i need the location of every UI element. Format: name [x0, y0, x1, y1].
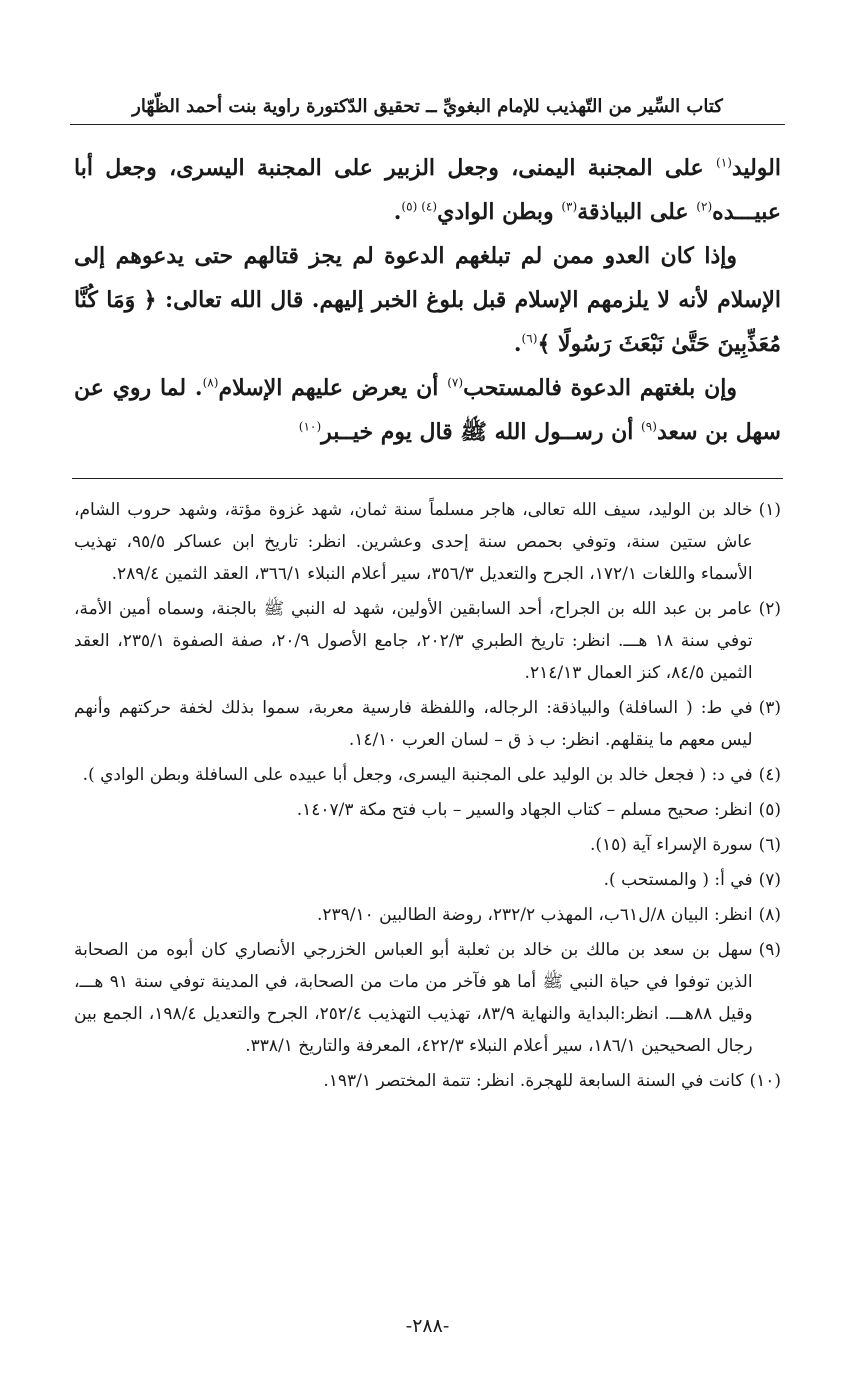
footnote-8 [74, 899, 781, 931]
quran-verse: ﴿ وَمَا كُنَّا مُعَذِّبِينَ حَتَّىٰ نَبْعَثَ رَسُولًا ﴾ [74, 287, 781, 357]
paragraph-1 [74, 146, 781, 234]
footnote-7 [74, 864, 781, 896]
main-text [74, 146, 781, 454]
text-run: على المجنبة اليمنى، وجعل الزبير على المجنبة اليسرى، وجعل أبا عبيـــده [74, 155, 781, 225]
paragraph-2 [74, 234, 781, 366]
footnote-4 [74, 759, 781, 791]
text-run: أن رســول الله ﷺ قال يوم خيــبر [321, 419, 642, 445]
text-run: . لما روي عن سهل بن سعد [74, 375, 781, 445]
text-run: . [513, 331, 522, 357]
footnote-number: (٣) [758, 698, 781, 718]
footnote-10 [74, 1065, 781, 1097]
footnote-number: (٢) [758, 599, 781, 619]
footnote-6 [74, 829, 781, 861]
footnote-ref-5[interactable]: (٥) [401, 199, 422, 214]
footnote-ref-1[interactable]: (١) [715, 155, 732, 170]
footnote-9 [74, 934, 781, 1062]
text-run: . [393, 199, 402, 225]
footnote-rule [72, 478, 783, 479]
footnote-ref-9[interactable]: (٩) [641, 419, 657, 434]
footnote-2 [74, 593, 781, 689]
footnote-ref-8[interactable]: (٨) [202, 375, 219, 390]
footnote-number: (٦) [758, 835, 781, 855]
footnote-ref-2[interactable]: (٢) [696, 199, 713, 214]
footnote-number: (٥) [758, 800, 781, 820]
footnote-number: (٨) [758, 905, 781, 925]
footnote-text: سهل بن سعد بن مالك بن خالد بن ثعلبة أبو العباس الخزرجي الأنصاري كان أبوه من الصحابة الذين توفوا في حياة النبي ﷺ أما هو فآخر من مات من الصحابة، في المدينة توفي سنة ٩١ هـــ، وقيل ٨٨هـــ. انظر:البداية والنهاية ٨٣/٩، تهذيب التهذيب ٢٥٢/٤، الجرح والتعديل ١٩٨/٤، الجمع بين رجال الصحيحين ١٨٦/١، سير أعلام النبلاء ٤٢٢/٣، المعرفة والتاريخ ٣٣٨/١. [74, 940, 753, 1056]
text-run: أن يعرض عليهم الإسلام [218, 375, 448, 401]
footnote-1 [74, 494, 781, 590]
footnote-text: في أ: ( والمستحب ). [603, 870, 753, 890]
footnote-number: (١) [758, 500, 781, 520]
footnote-ref-10[interactable]: (١٠) [298, 419, 322, 434]
footnote-ref-3[interactable]: (٣) [561, 199, 578, 214]
footnote-3 [74, 692, 781, 756]
text-run: وبطن الوادي [437, 199, 562, 225]
footnote-number: (٧) [758, 870, 781, 890]
footnote-text: عامر بن عبد الله بن الجراح، أحد السابقين الأولين، شهد له النبي ﷺ بالجنة، وسماه أمين الأمة، توفي سنة ١٨ هـــ. انظر: تاريخ الطبري ٢٠٢/٣، جامع الأصول ٢٠/٩، صفة الصفوة ٢٣٥/١، العقد الثمين ٨٤/٥، كنز العمال ٢١٤/١٣. [74, 599, 753, 683]
footnote-text: سورة الإسراء آية (١٥). [589, 835, 753, 855]
running-head: كتاب السِّير من التّهذيب للإمام البغويِّ ــ تحقيق الدّكتورة راوية بنت أحمد الظّهّار [132, 96, 723, 117]
text-run: وإن بلغتهم الدعوة فالمستحب [463, 375, 737, 401]
footnote-number: (٩) [758, 940, 781, 960]
footnote-number: (١٠) [749, 1071, 781, 1091]
text-run: الوليد [731, 155, 781, 181]
footnotes [74, 494, 781, 1100]
paragraph-3 [74, 366, 781, 454]
footnote-ref-6[interactable]: (٦) [521, 331, 538, 346]
text-run: على البياذقة [577, 199, 697, 225]
footnote-text: في ط: ( السافلة) والبياذقة: الرجاله، واللفظة فارسية معربة، سموا بذلك لخفة حركتهم وأنهم ليس معهم ما ينقلهم. انظر: ب ذ ق – لسان العرب ١٤/١٠. [74, 698, 753, 750]
footnote-number: (٤) [758, 765, 781, 785]
footnote-text: خالد بن الوليد، سيف الله تعالى، هاجر مسلماً سنة ثمان، شهد غزوة مؤتة، وشهد حروب الشام، عاش ستين سنة، وتوفي بحمص سنة إحدى وعشرين. انظر: تاريخ ابن عساكر ٩٥/٥، تهذيب الأسماء واللغات ١٧٢/١، الجرح والتعديل ٣٥٦/٣، سير أعلام النبلاء ٣٦٦/١، العقد الثمين ٢٨٩/٤. [74, 500, 753, 584]
footnote-text: كانت في السنة السابعة للهجرة. انظر: تتمة المختصر ١٩٣/١. [323, 1071, 744, 1091]
footnote-ref-4[interactable]: (٤) [421, 199, 438, 214]
header-rule [70, 124, 785, 125]
footnote-text: في د: ( فجعل خالد بن الوليد على المجنبة اليسرى، وجعل أبا عبيده على السافلة وبطن الوادي ). [82, 765, 753, 785]
footnote-text: انظر: البيان ٨/ل٦١ب، المهذب ٢٣٢/٢، روضة الطالبين ٢٣٩/١٠. [316, 905, 753, 925]
page-number: -٢٨٨- [405, 1315, 450, 1337]
footnote-text: انظر: صحيح مسلم – كتاب الجهاد والسير – باب فتح مكة ١٤٠٧/٣. [296, 800, 753, 820]
footnote-ref-7[interactable]: (٧) [447, 375, 464, 390]
text-run: وإذا كان العدو ممن لم تبلغهم الدعوة لم يجز قتالهم حتى يدعوهم إلى الإسلام لأنه لا يلزمهم الإسلام قبل بلوغ الخبر إليهم. قال الله تعالى: [74, 243, 781, 313]
footnote-5 [74, 794, 781, 826]
